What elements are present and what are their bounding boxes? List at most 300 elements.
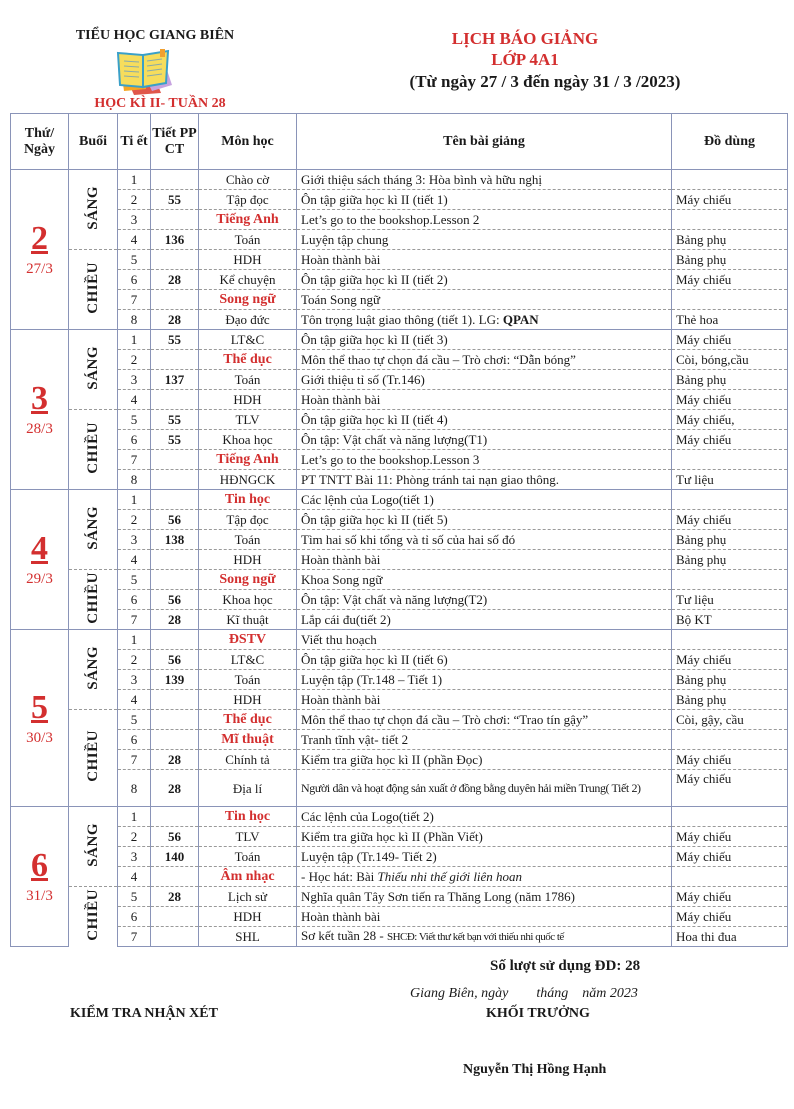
- lesson-text: Người dân và hoạt động sản xuất ở đồng bằng duyên hải miền Trung( Tiết 2): [301, 780, 641, 795]
- lesson-text: Khoa Song ngữ: [301, 572, 383, 587]
- equipment: [672, 290, 788, 310]
- subject: Khoa học: [199, 430, 297, 450]
- lesson-text: Hoàn thành bài: [301, 552, 381, 567]
- period-number: 8: [118, 770, 151, 807]
- date-range: (Từ ngày 27 / 3 đến ngày 31 / 3 /2023): [409, 72, 681, 91]
- period-number: 8: [118, 310, 151, 330]
- table-row: [11, 210, 788, 230]
- ppct-number: 56: [151, 510, 199, 530]
- lesson-title: [297, 390, 672, 410]
- ppct-number: 55: [151, 330, 199, 350]
- lesson-text: - Học hát: Bài: [301, 869, 378, 884]
- period-number: 3: [118, 210, 151, 230]
- lesson-title: [297, 470, 672, 490]
- period-number: 2: [118, 510, 151, 530]
- subject: Mĩ thuật: [199, 730, 297, 750]
- period-number: 6: [118, 590, 151, 610]
- semester-week: HỌC KÌ II- TUẦN 28: [94, 96, 226, 111]
- equipment: Máy chiếu: [672, 770, 788, 807]
- table-row: [11, 330, 788, 350]
- day-date: 30/3: [26, 729, 53, 746]
- table-row: [11, 807, 788, 827]
- lesson-text: Tìm hai số khi tổng và tỉ số của hai số đó: [301, 532, 516, 547]
- ppct-number: [151, 710, 199, 730]
- equipment: Máy chiếu: [672, 510, 788, 530]
- ppct-number: [151, 690, 199, 710]
- table-row: [11, 390, 788, 410]
- table-row: [11, 907, 788, 927]
- lesson-title: [297, 730, 672, 750]
- lesson-bold-text: QPAN: [502, 312, 539, 327]
- session-label: CHIỀU: [84, 888, 101, 941]
- subject: Toán: [199, 847, 297, 867]
- lesson-title: [297, 770, 672, 807]
- equipment: Máy chiếu: [672, 827, 788, 847]
- col-header-period: Ti ết: [118, 114, 151, 170]
- lesson-text: Let’s go to the bookshop.Lesson 3: [301, 452, 480, 467]
- lesson-text: Kiểm tra giữa học kì II (Phần Viết): [301, 829, 483, 844]
- session-cell: [69, 630, 118, 710]
- subject: SHL: [199, 927, 297, 947]
- equipment: Máy chiếu: [672, 847, 788, 867]
- table-header: [11, 114, 788, 170]
- ppct-number: [151, 390, 199, 410]
- session-label: SÁNG: [84, 345, 101, 390]
- session-label: CHIỀU: [84, 261, 101, 314]
- session-cell: [69, 807, 118, 887]
- lesson-title: [297, 670, 672, 690]
- subject: Khoa học: [199, 590, 297, 610]
- lesson-text: Tranh tĩnh vật- tiết 2: [301, 732, 409, 747]
- table-row: [11, 710, 788, 730]
- lesson-title: [297, 530, 672, 550]
- lesson-text: Giới thiệu sách tháng 3: Hòa bình và hữu nghị: [301, 172, 543, 187]
- equipment: Bảng phụ: [672, 250, 788, 270]
- ppct-number: [151, 290, 199, 310]
- equipment: Hoa thi đua: [672, 927, 788, 947]
- equipment: Còi, gậy, cầu: [672, 710, 788, 730]
- lesson-title: [297, 410, 672, 430]
- day-cell: [11, 807, 69, 947]
- lesson-title: [297, 270, 672, 290]
- lesson-text: Viết thu hoạch: [301, 632, 377, 647]
- lesson-title: [297, 927, 672, 947]
- period-number: 2: [118, 190, 151, 210]
- schedule-table: [10, 113, 788, 947]
- lesson-title: [297, 907, 672, 927]
- period-number: 5: [118, 710, 151, 730]
- day-number: 6: [31, 847, 48, 884]
- period-number: 6: [118, 270, 151, 290]
- ppct-number: 138: [151, 530, 199, 550]
- lesson-text: Toán Song ngữ: [301, 292, 381, 307]
- ppct-number: 55: [151, 190, 199, 210]
- subject: Thể dục: [199, 350, 297, 370]
- period-number: 7: [118, 750, 151, 770]
- ppct-number: [151, 807, 199, 827]
- lesson-title: [297, 370, 672, 390]
- table-row: [11, 490, 788, 510]
- subject: Toán: [199, 670, 297, 690]
- lesson-text: Luyện tập (Tr.149- Tiết 2): [301, 849, 437, 864]
- day-cell: [11, 490, 69, 630]
- lesson-text: Luyện tập chung: [301, 232, 389, 247]
- equipment: Bảng phụ: [672, 670, 788, 690]
- equipment: Bảng phụ: [672, 690, 788, 710]
- lesson-title: [297, 887, 672, 907]
- ppct-number: [151, 210, 199, 230]
- table-row: [11, 867, 788, 887]
- table-row: [11, 887, 788, 907]
- period-number: 1: [118, 490, 151, 510]
- period-number: 1: [118, 170, 151, 190]
- period-number: 4: [118, 550, 151, 570]
- table-row: [11, 690, 788, 710]
- lesson-text: Hoàn thành bài: [301, 692, 381, 707]
- lesson-title: [297, 650, 672, 670]
- lesson-text: Hoàn thành bài: [301, 392, 381, 407]
- lesson-text: Hoàn thành bài: [301, 252, 381, 267]
- ppct-number: 28: [151, 310, 199, 330]
- ppct-number: [151, 170, 199, 190]
- equipment-usage-count: Số lượt sử dụng ĐD: 28: [490, 958, 641, 974]
- page-title: LỊCH BÁO GIẢNG: [451, 29, 599, 48]
- session-cell: [69, 887, 118, 947]
- subject: Song ngữ: [199, 570, 297, 590]
- lesson-title: [297, 867, 672, 887]
- lesson-small-text: SHCĐ: Viết thư kết bạn với thiếu nhi quốc tế: [386, 931, 564, 943]
- table-row: [11, 827, 788, 847]
- day-cell: [11, 630, 69, 807]
- session-label: CHIỀU: [84, 571, 101, 624]
- col-header-subject: Môn học: [199, 114, 297, 170]
- ppct-number: 28: [151, 887, 199, 907]
- lesson-text: Ôn tập giữa học kì II (tiết 5): [301, 512, 448, 527]
- subject: Tập đọc: [199, 190, 297, 210]
- table-row: [11, 730, 788, 750]
- ppct-number: [151, 630, 199, 650]
- equipment: [672, 730, 788, 750]
- day-number: 3: [31, 380, 48, 417]
- equipment: [672, 490, 788, 510]
- period-number: 6: [118, 430, 151, 450]
- ppct-number: [151, 570, 199, 590]
- table-row: [11, 610, 788, 630]
- period-number: 4: [118, 230, 151, 250]
- subject: Tiếng Anh: [199, 210, 297, 230]
- subject: Địa lí: [199, 770, 297, 807]
- lesson-title: [297, 310, 672, 330]
- col-header-equipment: Đồ dùng: [672, 114, 788, 170]
- period-number: 3: [118, 370, 151, 390]
- table-row: [11, 250, 788, 270]
- ppct-number: 56: [151, 650, 199, 670]
- session-cell: [69, 250, 118, 330]
- lesson-text: Ôn tập giữa học kì II (tiết 1): [301, 192, 448, 207]
- lesson-title: [297, 230, 672, 250]
- lesson-text: Tôn trọng luật giao thông (tiết 1). LG:: [301, 312, 503, 327]
- day-date: 29/3: [26, 571, 53, 587]
- ppct-number: 28: [151, 770, 199, 807]
- subject: HDH: [199, 390, 297, 410]
- lesson-text: Môn thể thao tự chọn đá cầu – Trò chơi: “Trao tín gậy”: [301, 712, 589, 727]
- day-number: 5: [31, 688, 48, 726]
- subject: Tin học: [199, 490, 297, 510]
- session-label: SÁNG: [84, 185, 101, 230]
- subject: Kĩ thuật: [199, 610, 297, 630]
- subject: Tiếng Anh: [199, 450, 297, 470]
- equipment: Bảng phụ: [672, 370, 788, 390]
- equipment: [672, 807, 788, 827]
- ppct-number: [151, 730, 199, 750]
- period-number: 7: [118, 290, 151, 310]
- table-row: [11, 670, 788, 690]
- subject: Chào cờ: [199, 170, 297, 190]
- open-book-icon: [106, 45, 181, 97]
- lesson-text: Nghĩa quân Tây Sơn tiến ra Thăng Long (năm 1786): [301, 889, 575, 904]
- equipment: Còi, bóng,cầu: [672, 350, 788, 370]
- subject: Thể dục: [199, 710, 297, 730]
- ppct-number: 56: [151, 827, 199, 847]
- table-row: [11, 190, 788, 210]
- period-number: 4: [118, 690, 151, 710]
- equipment: [672, 450, 788, 470]
- lesson-title: [297, 290, 672, 310]
- subject: HĐNGCK: [199, 470, 297, 490]
- lesson-text: Các lệnh của Logo(tiết 2): [301, 809, 434, 824]
- lesson-italic-text: Thiếu nhi thế giới liên hoan: [377, 869, 523, 884]
- col-header-day: Thứ/ Ngày: [11, 114, 69, 170]
- lesson-title: [297, 450, 672, 470]
- table-row: [11, 310, 788, 330]
- period-number: 4: [118, 390, 151, 410]
- period-number: 3: [118, 530, 151, 550]
- lesson-text: PT TNTT Bài 11: Phòng tránh tai nạn giao thông.: [301, 472, 560, 487]
- ppct-number: [151, 470, 199, 490]
- table-row: [11, 350, 788, 370]
- subject: HDH: [199, 550, 297, 570]
- lesson-text: Sơ kết tuần 28 -: [301, 928, 387, 943]
- equipment: Máy chiếu: [672, 907, 788, 927]
- table-row: [11, 550, 788, 570]
- lesson-text: Kiểm tra giữa học kì II (phần Đọc): [301, 752, 483, 767]
- lesson-title: [297, 570, 672, 590]
- session-cell: [69, 490, 118, 570]
- table-row: [11, 630, 788, 650]
- ppct-number: 139: [151, 670, 199, 690]
- session-label: CHIỀU: [84, 730, 101, 782]
- day-cell: [11, 330, 69, 490]
- lesson-title: [297, 807, 672, 827]
- table-row: [11, 290, 788, 310]
- table-row: [11, 270, 788, 290]
- lesson-text: Ôn tập: Vật chất và năng lượng(T2): [301, 592, 488, 607]
- ppct-number: [151, 927, 199, 947]
- subject: HDH: [199, 250, 297, 270]
- session-cell: [69, 330, 118, 410]
- ppct-number: [151, 907, 199, 927]
- lesson-title: [297, 827, 672, 847]
- period-number: 5: [118, 570, 151, 590]
- day-date: 27/3: [26, 261, 53, 277]
- day-number: 2: [31, 220, 48, 257]
- equipment: Máy chiếu: [672, 750, 788, 770]
- table-row: [11, 510, 788, 530]
- ppct-number: [151, 250, 199, 270]
- equipment: [672, 170, 788, 190]
- day-date: 31/3: [26, 888, 53, 904]
- lesson-text: Môn thể thao tự chọn đá cầu – Trò chơi: “Dẫn bóng”: [301, 352, 576, 367]
- lesson-title: [297, 190, 672, 210]
- period-number: 2: [118, 827, 151, 847]
- session-cell: [69, 710, 118, 807]
- ppct-number: [151, 550, 199, 570]
- lesson-text: Giới thiệu tỉ số (Tr.146): [301, 372, 425, 387]
- session-label: SÁNG: [84, 645, 101, 690]
- period-number: 7: [118, 610, 151, 630]
- subject: LT&C: [199, 330, 297, 350]
- period-number: 7: [118, 450, 151, 470]
- equipment: Máy chiếu: [672, 887, 788, 907]
- equipment: Tư liệu: [672, 590, 788, 610]
- table-row: [11, 590, 788, 610]
- lesson-title: [297, 550, 672, 570]
- equipment: [672, 630, 788, 650]
- lesson-title: [297, 750, 672, 770]
- session-cell: [69, 410, 118, 490]
- equipment: [672, 570, 788, 590]
- class-name: LỚP 4A1: [491, 50, 559, 69]
- ppct-number: 55: [151, 410, 199, 430]
- ppct-number: [151, 450, 199, 470]
- day-number: 4: [31, 530, 48, 567]
- subject: Kể chuyện: [199, 270, 297, 290]
- equipment: Máy chiếu: [672, 390, 788, 410]
- period-number: 7: [118, 927, 151, 947]
- table-row: [11, 450, 788, 470]
- period-number: 1: [118, 630, 151, 650]
- lesson-title: [297, 350, 672, 370]
- subject: Toán: [199, 530, 297, 550]
- ppct-number: 140: [151, 847, 199, 867]
- period-number: 5: [118, 250, 151, 270]
- equipment: Bảng phụ: [672, 550, 788, 570]
- school-name: TIỂU HỌC GIANG BIÊN: [75, 28, 235, 43]
- subject: HDH: [199, 907, 297, 927]
- equipment: Máy chiếu: [672, 330, 788, 350]
- table-row: [11, 410, 788, 430]
- lesson-text: Ôn tập giữa học kì II (tiết 4): [301, 412, 448, 427]
- table-row: [11, 170, 788, 190]
- table-row: [11, 430, 788, 450]
- day-cell: [11, 170, 69, 330]
- session-label: SÁNG: [84, 505, 101, 550]
- period-number: 5: [118, 887, 151, 907]
- lesson-title: [297, 250, 672, 270]
- ppct-number: 56: [151, 590, 199, 610]
- session-cell: [69, 170, 118, 250]
- lesson-title: [297, 847, 672, 867]
- period-number: 6: [118, 730, 151, 750]
- equipment: Máy chiếu: [672, 650, 788, 670]
- lesson-title: [297, 330, 672, 350]
- subject: Tập đọc: [199, 510, 297, 530]
- review-label: KIỂM TRA NHẬN XÉT: [70, 1006, 218, 1021]
- ppct-number: [151, 490, 199, 510]
- lesson-text: Luyện tập (Tr.148 – Tiết 1): [301, 672, 443, 687]
- lesson-text: Ôn tập giữa học kì II (tiết 2): [301, 272, 448, 287]
- period-number: 2: [118, 650, 151, 670]
- equipment: Máy chiếu,: [672, 410, 788, 430]
- lesson-text: Ôn tập giữa học kì II (tiết 3): [301, 332, 448, 347]
- lesson-text: Hoàn thành bài: [301, 909, 381, 924]
- col-header-session: Buổi: [69, 114, 118, 170]
- subject: TLV: [199, 410, 297, 430]
- lesson-title: [297, 430, 672, 450]
- period-number: 8: [118, 470, 151, 490]
- table-row: [11, 650, 788, 670]
- subject: ĐSTV: [199, 630, 297, 650]
- subject: Toán: [199, 230, 297, 250]
- equipment: Tư liệu: [672, 470, 788, 490]
- equipment: [672, 210, 788, 230]
- ppct-number: 28: [151, 270, 199, 290]
- table-row: [11, 370, 788, 390]
- period-number: 3: [118, 847, 151, 867]
- lesson-text: Lắp cái đu(tiết 2): [301, 612, 391, 627]
- place-date: Giang Biên, ngày tháng năm 2023: [410, 986, 638, 1001]
- col-header-lesson: Tên bài giảng: [297, 114, 672, 170]
- equipment: Bộ KT: [672, 610, 788, 630]
- ppct-number: [151, 350, 199, 370]
- table-row: [11, 927, 788, 947]
- equipment: Bảng phụ: [672, 530, 788, 550]
- lesson-title: [297, 210, 672, 230]
- equipment: [672, 867, 788, 887]
- ppct-number: 28: [151, 750, 199, 770]
- subject: HDH: [199, 690, 297, 710]
- equipment: Bảng phụ: [672, 230, 788, 250]
- session-label: CHIỀU: [84, 421, 101, 474]
- col-header-ppct: Tiết PP CT: [151, 114, 199, 170]
- period-number: 3: [118, 670, 151, 690]
- period-number: 1: [118, 330, 151, 350]
- period-number: 2: [118, 350, 151, 370]
- table-row: [11, 847, 788, 867]
- period-number: 5: [118, 410, 151, 430]
- lesson-text: Ôn tập: Vật chất và năng lượng(T1): [301, 432, 488, 447]
- signer-name: Nguyễn Thị Hồng Hạnh: [463, 1062, 607, 1077]
- equipment: Máy chiếu: [672, 430, 788, 450]
- ppct-number: 28: [151, 610, 199, 630]
- ppct-number: 55: [151, 430, 199, 450]
- ppct-number: 136: [151, 230, 199, 250]
- ppct-number: [151, 867, 199, 887]
- subject: Tin học: [199, 807, 297, 827]
- period-number: 1: [118, 807, 151, 827]
- equipment: Máy chiếu: [672, 190, 788, 210]
- head-title: KHỐI TRƯỞNG: [486, 1006, 590, 1021]
- ppct-number: 137: [151, 370, 199, 390]
- table-row: [11, 470, 788, 490]
- subject: Chính tả: [199, 750, 297, 770]
- subject: LT&C: [199, 650, 297, 670]
- equipment: Máy chiếu: [672, 270, 788, 290]
- subject: Song ngữ: [199, 290, 297, 310]
- lesson-title: [297, 170, 672, 190]
- lesson-text: Ôn tập giữa học kì II (tiết 6): [301, 652, 448, 667]
- period-number: 6: [118, 907, 151, 927]
